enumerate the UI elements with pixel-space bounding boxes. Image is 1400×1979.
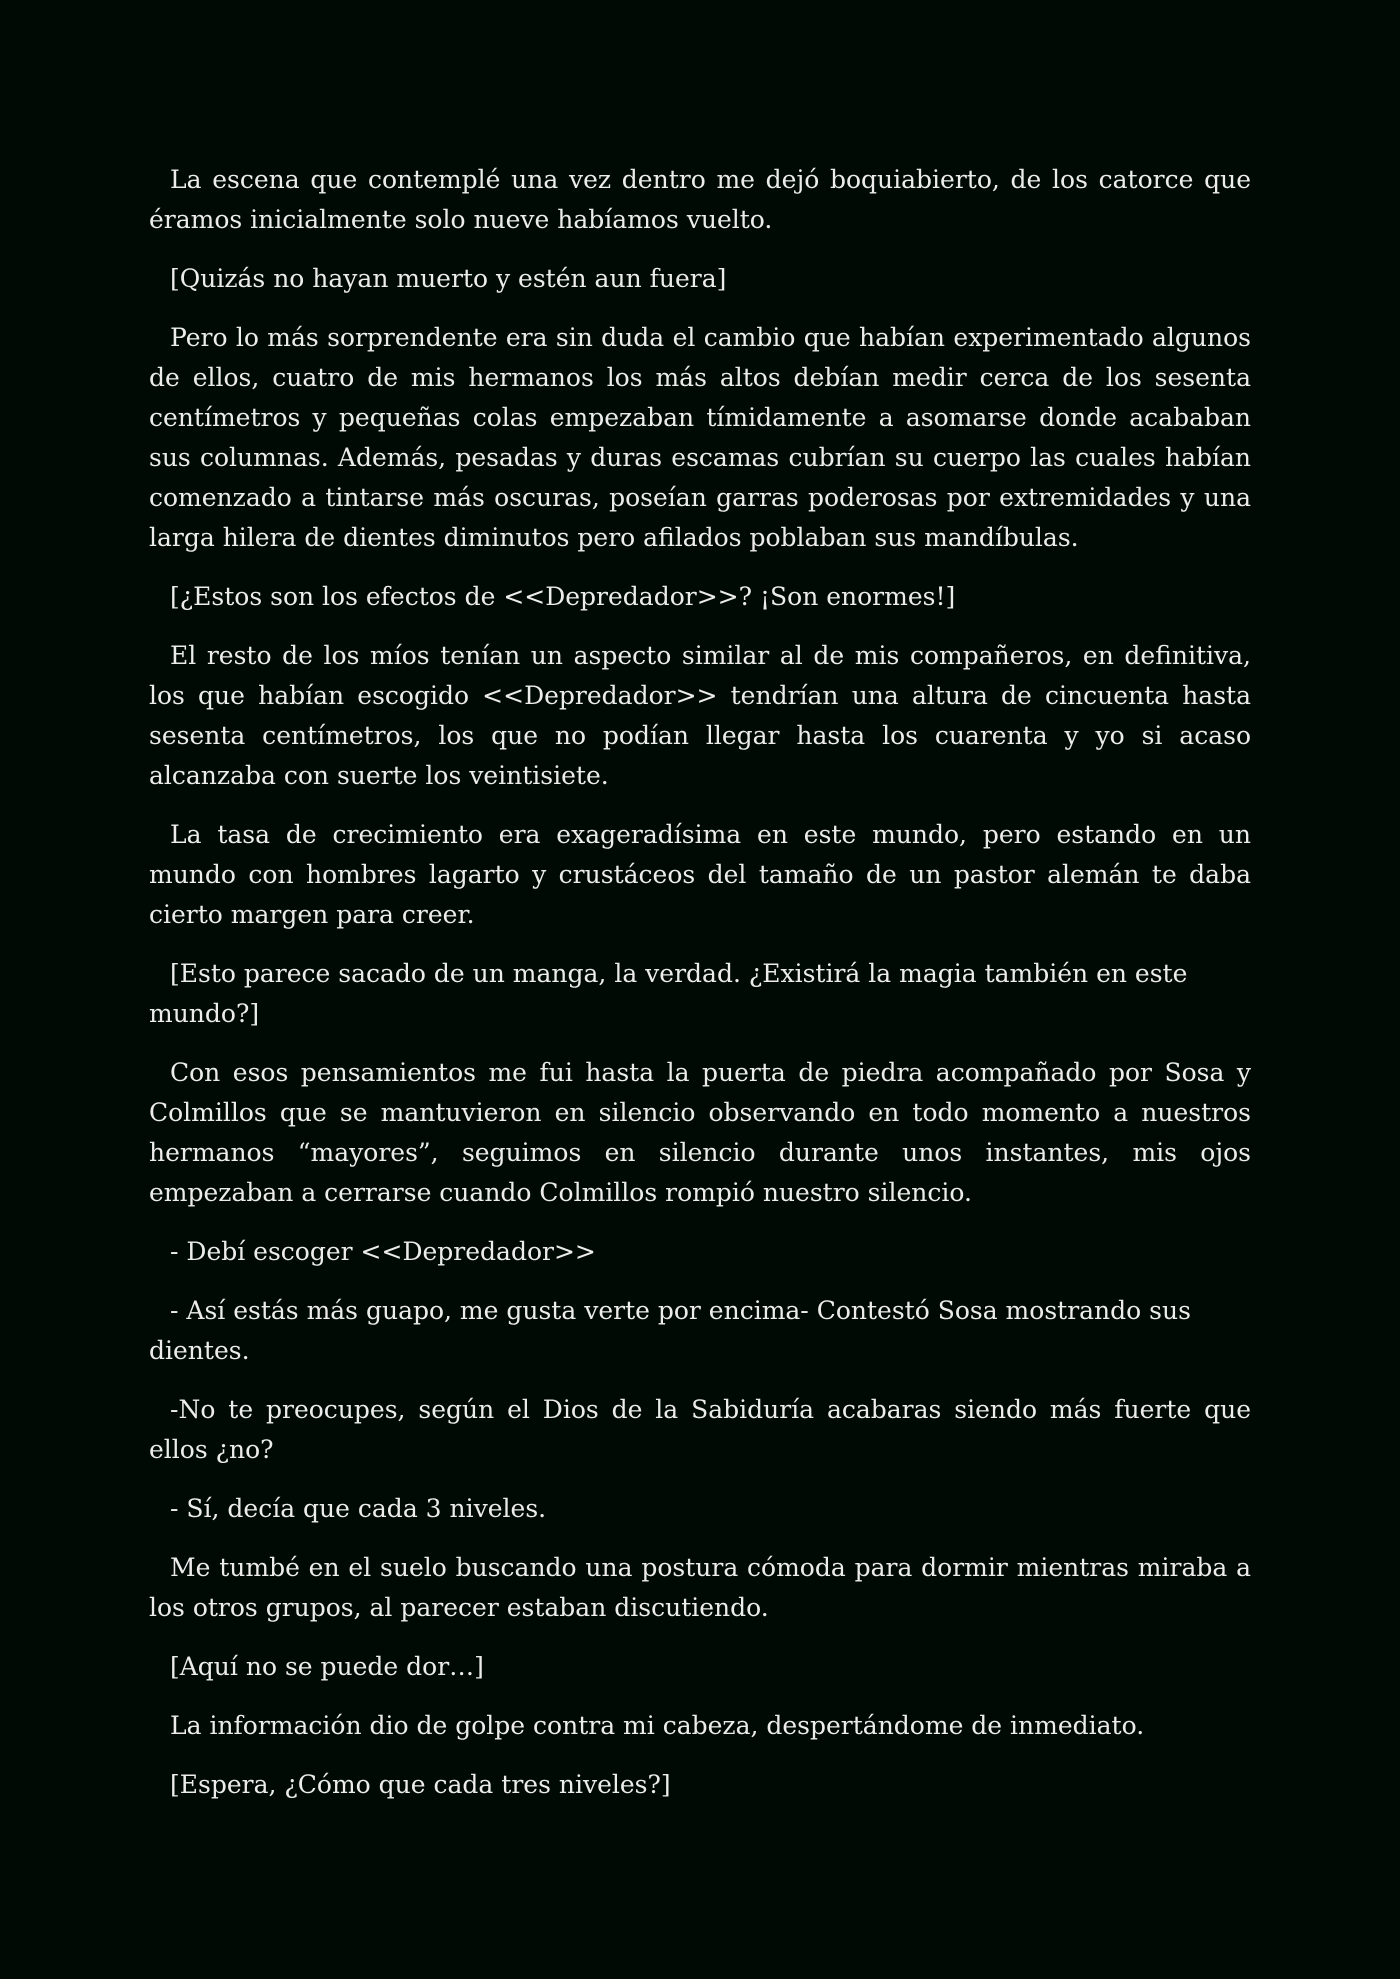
document-page [149,160,1251,1824]
paragraph: [Esto parece sacado de un manga, la verdad. ¿Existirá la magia también en este mundo?] [149,959,1188,1028]
paragraph: - Así estás más guapo, me gusta verte por encima- Contestó Sosa mostrando sus dientes. [149,1296,1191,1365]
paragraph: [Espera, ¿Cómo que cada tres niveles?] [170,1770,671,1799]
paragraph: El resto de los míos tenían un aspecto similar al de mis compañeros, en definitiva, los que habían escogido <<Depredador>> tendrían una altura de cincuenta hasta sesenta centímetros, los que no podían llegar hasta los cuarenta y yo si acaso alcanzaba con suerte los veintisiete. [149,641,1251,790]
paragraph: [Quizás no hayan muerto y estén aun fuera] [170,264,727,293]
paragraph: [Aquí no se puede dor…] [170,1652,484,1681]
paragraph: Pero lo más sorprendente era sin duda el cambio que habían experimentado algunos de ellos, cuatro de mis hermanos los más altos debían medir cerca de los sesenta centímetros y pequeñas colas empezaban tímidamente a asomarse donde acababan sus columnas. Además, pesadas y duras escamas cubrían su cuerpo las cuales habían comenzado a tintarse más oscuras, poseían garras poderosas por extremidades y una larga hilera de dientes diminutos pero afilados poblaban sus mandíbulas. [149,323,1251,552]
paragraph: - Debí escoger <<Depredador>> [170,1237,596,1266]
paragraph: Con esos pensamientos me fui hasta la puerta de piedra acompañado por Sosa y Colmillos que se mantuvieron en silencio observando en todo momento a nuestros hermanos “mayores”, seguimos en silencio durante unos instantes, mis ojos empezaban a cerrarse cuando Colmillos rompió nuestro silencio. [149,1058,1251,1207]
paragraph: Me tumbé en el suelo buscando una postura cómoda para dormir mientras miraba a los otros grupos, al parecer estaban discutiendo. [149,1553,1251,1622]
paragraph: -No te preocupes, según el Dios de la Sabiduría acabaras siendo más fuerte que ellos ¿no? [149,1395,1251,1464]
paragraph: La escena que contemplé una vez dentro me dejó boquiabierto, de los catorce que éramos inicialmente solo nueve habíamos vuelto. [149,165,1251,234]
paragraph: [¿Estos son los efectos de <<Depredador>>? ¡Son enormes!] [170,582,956,611]
paragraph: La información dio de golpe contra mi cabeza, despertándome de inmediato. [170,1711,1145,1740]
paragraph: La tasa de crecimiento era exageradísima en este mundo, pero estando en un mundo con hombres lagarto y crustáceos del tamaño de un pastor alemán te daba cierto margen para creer. [149,820,1251,929]
paragraph: - Sí, decía que cada 3 niveles. [170,1494,547,1523]
